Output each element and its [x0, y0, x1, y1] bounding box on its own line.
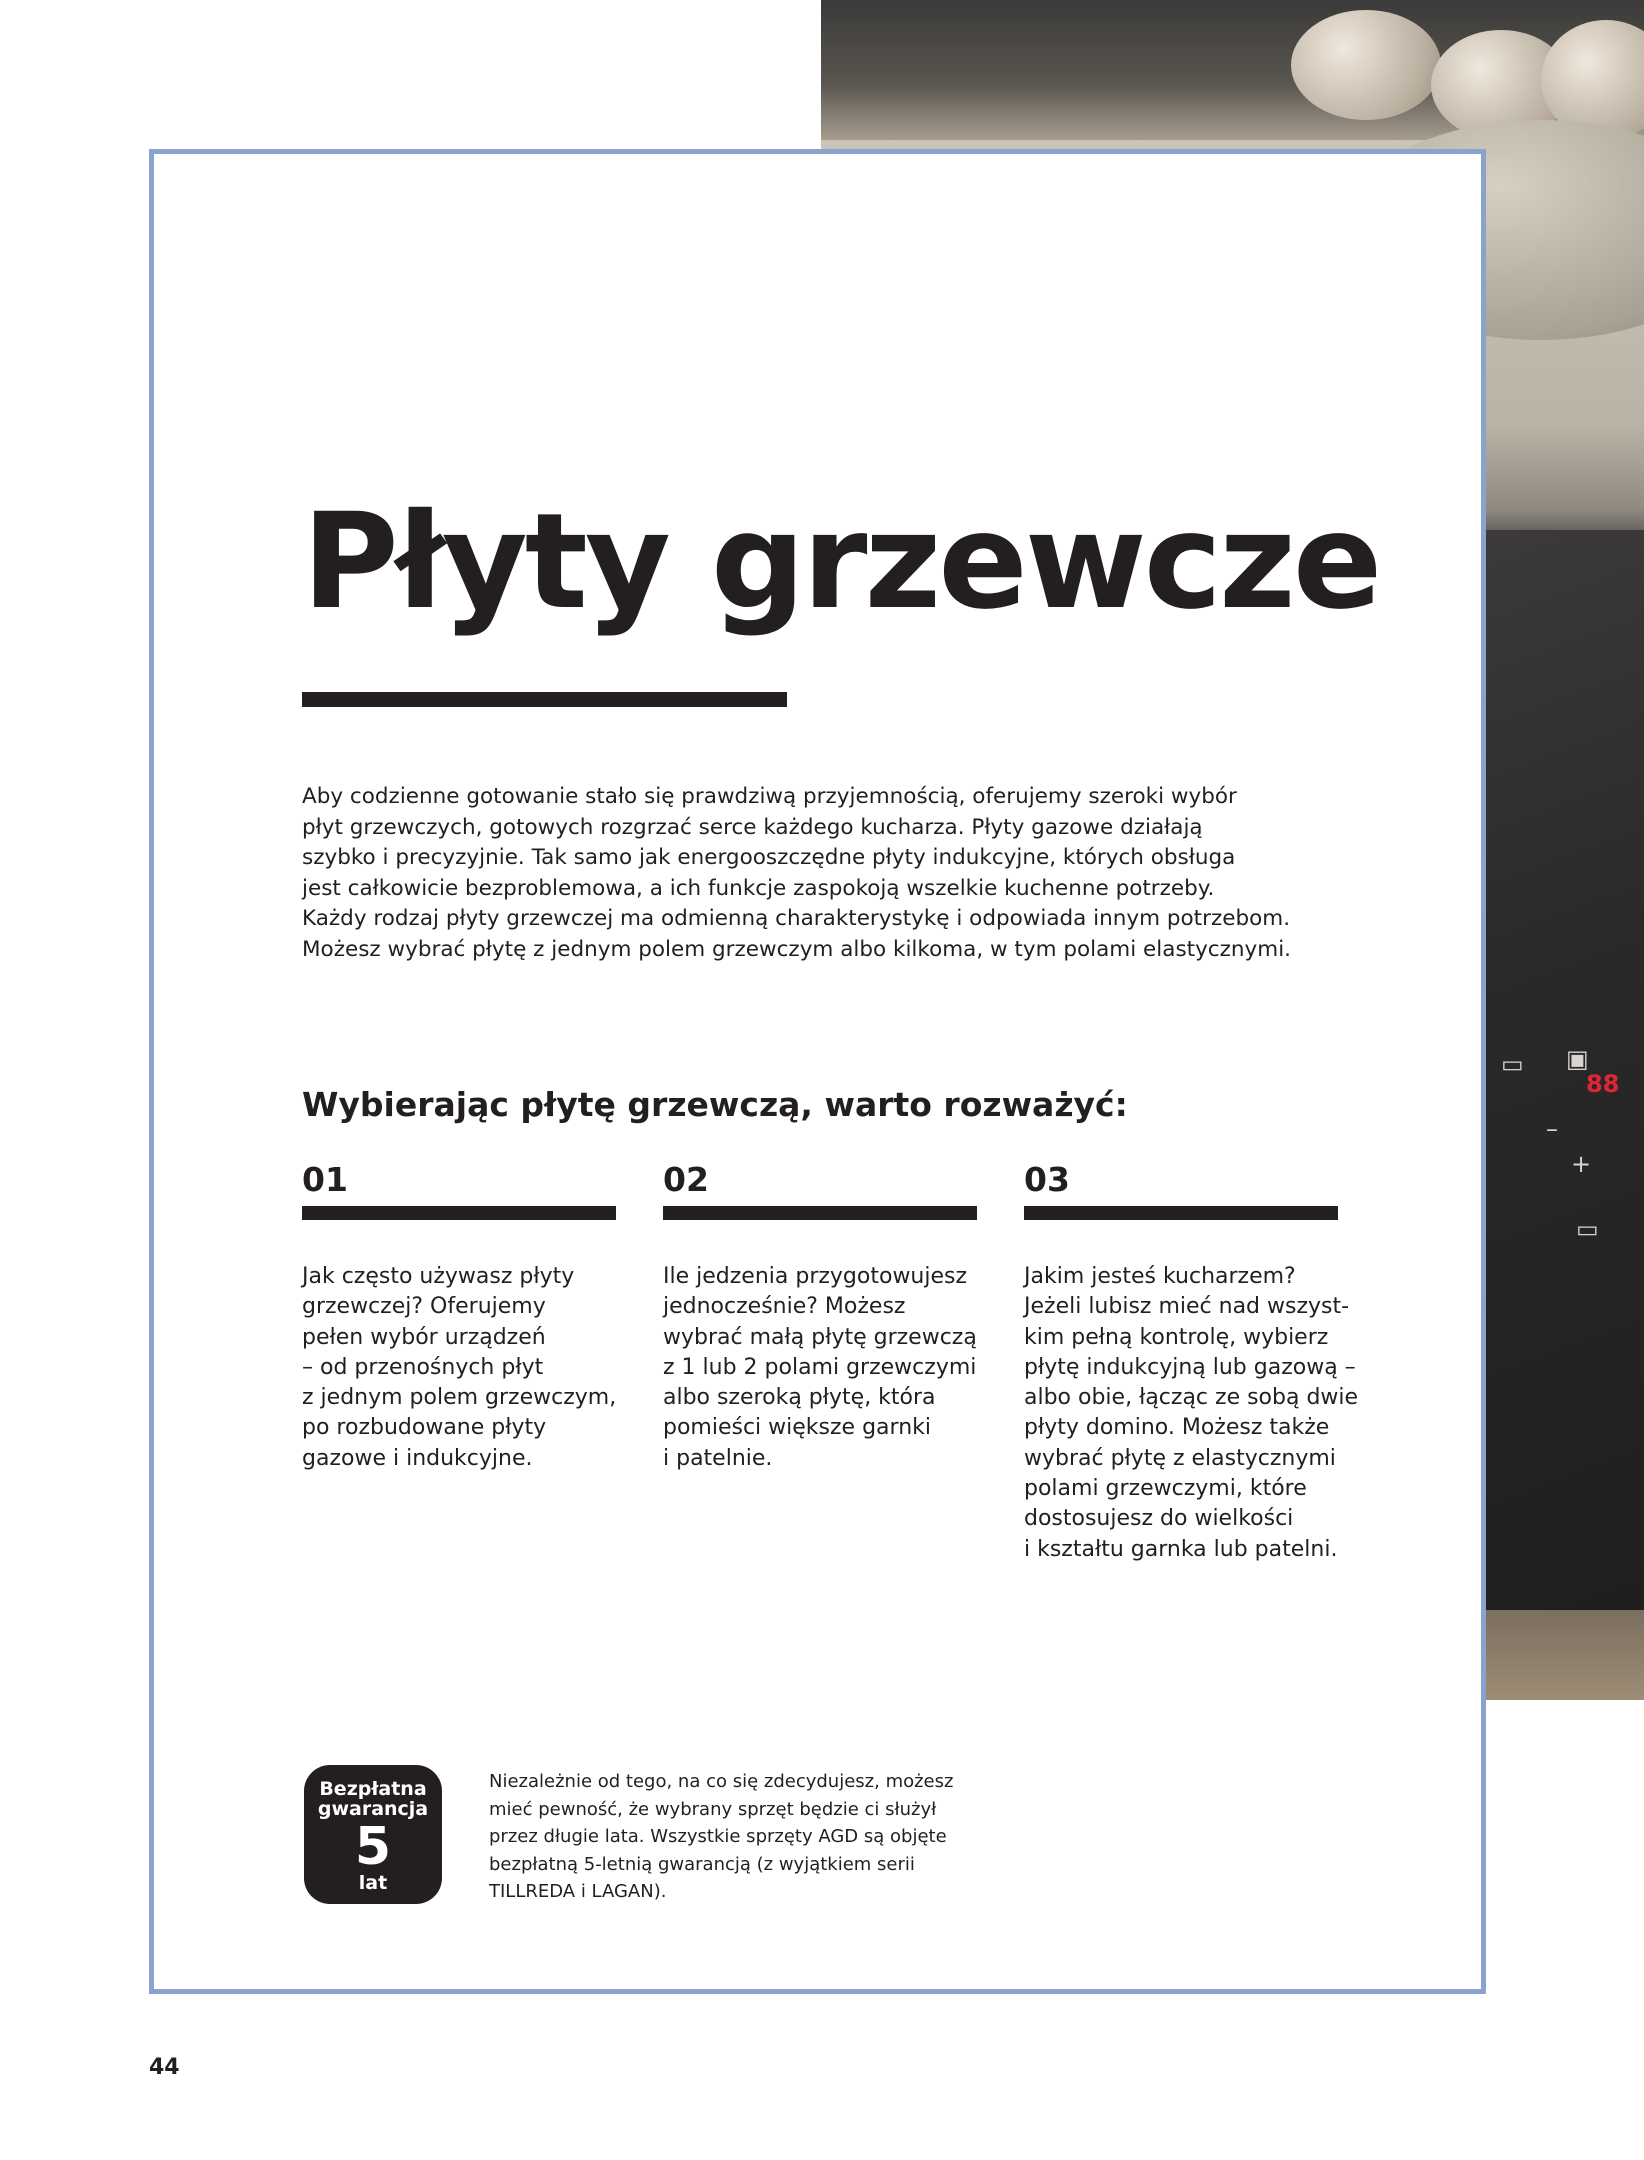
text-line: wybrać małą płytę grzewczą — [663, 1324, 977, 1350]
text-line: grzewczej? Oferujemy — [302, 1294, 546, 1320]
consideration-number: 03 — [1024, 1160, 1070, 1199]
content-frame — [149, 149, 1486, 1994]
intro-line: płyt grzewczych, gotowych rozgrzać serce każdego kucharza. Płyty gazowe działają — [302, 814, 1203, 840]
warranty-badge — [304, 1765, 442, 1904]
consideration-rule — [663, 1206, 977, 1220]
text-line: Jakim jesteś kucharzem? — [1024, 1264, 1296, 1289]
badge-line-1: Bezpłatna — [319, 1778, 427, 1800]
text-line: wybrać płytę z elastycznymi — [1024, 1445, 1336, 1471]
text-line: i kształtu garnka lub patelni. — [1024, 1536, 1338, 1562]
minus-icon: – — [1546, 1115, 1558, 1143]
plus-icon: + — [1571, 1150, 1592, 1178]
consideration-number: 02 — [663, 1160, 709, 1199]
intro-line: szybko i precyzyjnie. Tak samo jak energooszczędne płyty indukcyjne, których obsługa — [302, 845, 1236, 870]
note-line: bezpłatną 5-letnią gwarancją (z wyjątkiem serii — [489, 1853, 915, 1875]
consideration-text — [663, 1262, 978, 1474]
warranty-note — [489, 1768, 1009, 1906]
text-line: – od przenośnych płyt — [302, 1354, 544, 1380]
text-line: gazowe i indukcyjne. — [302, 1445, 533, 1471]
consideration-number: 01 — [302, 1160, 348, 1199]
text-line: z jednym polem grzewczym, — [302, 1385, 617, 1411]
text-line: kim pełną kontrolę, wybierz — [1024, 1324, 1329, 1350]
note-line: Niezależnie od tego, na co się zdecydujesz, możesz — [489, 1771, 954, 1792]
considerations-heading: Wybierając płytę grzewczą, warto rozważyć: — [302, 1085, 1128, 1124]
cooktop-control-icon: ▭ — [1501, 1050, 1524, 1078]
page-number: 44 — [149, 2055, 180, 2080]
consideration-column-1 — [302, 1160, 617, 1474]
text-line: albo obie, łącząc ze sobą dwie — [1024, 1385, 1359, 1411]
badge-number: 5 — [354, 1817, 392, 1877]
intro-line: Każdy rodzaj płyty grzewczej ma odmienną charakterystykę i odpowiada innym potrzebom. — [302, 906, 1291, 931]
note-line: mieć pewność, że wybrany sprzęt będzie ci służył — [489, 1798, 937, 1820]
cooktop-control-icon: ▣ — [1566, 1045, 1589, 1073]
text-line: i patelnie. — [663, 1445, 773, 1471]
cooktop-control-icon: ▭ — [1576, 1215, 1599, 1243]
text-line: polami grzewczymi, które — [1024, 1476, 1307, 1502]
page-title: Płyty grzewcze — [302, 485, 1380, 639]
title-underline — [302, 692, 787, 707]
cooktop-display-icon: 88 — [1586, 1070, 1620, 1098]
text-line: po rozbudowane płyty — [302, 1415, 547, 1441]
text-line: pomieści większe garnki — [663, 1415, 931, 1441]
consideration-column-2 — [663, 1160, 978, 1474]
consideration-column-3 — [1024, 1160, 1359, 1565]
text-line: Ile jedzenia przygotowujesz — [663, 1264, 968, 1289]
consideration-rule — [1024, 1206, 1338, 1220]
text-line: płyty domino. Możesz także — [1024, 1415, 1330, 1441]
text-line: dostosujesz do wielkości — [1024, 1506, 1294, 1532]
text-line: Jak często używasz płyty — [302, 1264, 575, 1289]
intro-line: Aby codzienne gotowanie stało się prawdziwą przyjemnością, oferujemy szeroki wybór — [302, 784, 1237, 809]
consideration-text — [1024, 1262, 1359, 1565]
note-line: TILLREDA i LAGAN). — [489, 1881, 667, 1902]
intro-paragraph — [302, 782, 1302, 965]
consideration-text — [302, 1262, 617, 1474]
text-line: pełen wybór urządzeń — [302, 1324, 546, 1350]
text-line: z 1 lub 2 polami grzewczymi — [663, 1354, 977, 1380]
intro-line: Możesz wybrać płytę z jednym polem grzewczym albo kilkoma, w tym polami elastycznymi. — [302, 936, 1291, 962]
note-line: przez długie lata. Wszystkie sprzęty AGD są objęte — [489, 1826, 947, 1847]
consideration-rule — [302, 1206, 616, 1220]
text-line: Jeżeli lubisz mieć nad wszyst- — [1024, 1294, 1350, 1320]
egg-image — [1291, 10, 1441, 120]
text-line: albo szeroką płytę, która — [663, 1385, 936, 1411]
intro-line: jest całkowicie bezproblemowa, a ich funkcje zaspokoją wszelkie kuchenne potrzeby. — [302, 875, 1215, 901]
text-line: płytę indukcyjną lub gazową – — [1024, 1354, 1356, 1380]
badge-unit: lat — [358, 1872, 388, 1894]
text-line: jednocześnie? Możesz — [663, 1294, 906, 1320]
badge-line-2: gwarancja — [317, 1798, 429, 1820]
